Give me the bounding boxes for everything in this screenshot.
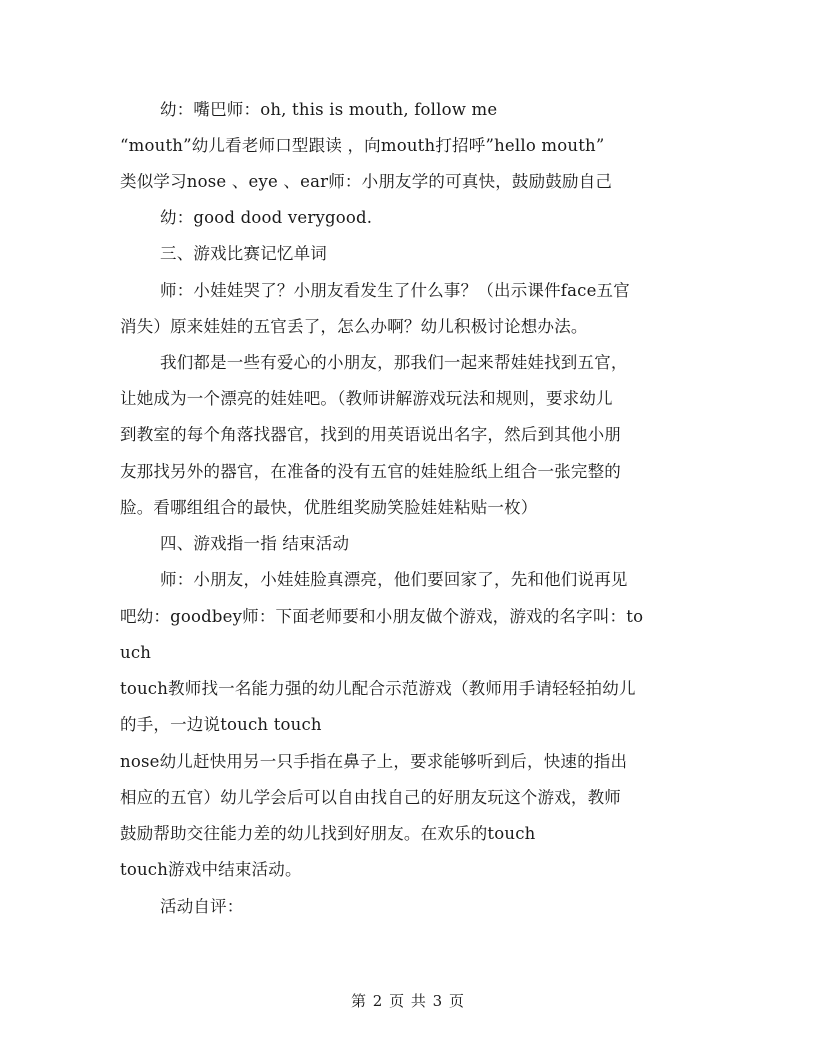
text-line: 吧幼：goodbey师：下面老师要和小朋友做个游戏，游戏的名字叫：to — [120, 607, 644, 626]
text-line: nose幼儿赶快用另一只手指在鼻子上，要求能够听到后，快速的指出 — [120, 752, 628, 771]
text-line: 师：小娃娃哭了？小朋友看发生了什么事？（出示课件face五官 — [160, 281, 630, 300]
text-line: 的手，一边说touch touch — [120, 715, 322, 734]
page-number-footer: 第 2 页 共 3 页 — [351, 992, 465, 1010]
section-heading: 活动自评： — [160, 897, 244, 916]
text-line: 师：小朋友，小娃娃脸真漂亮，他们要回家了，先和他们说再见 — [160, 570, 628, 589]
text-line: 类似学习nose 、eye 、ear师：小朋友学的可真快，鼓励鼓励自己 — [120, 172, 613, 191]
text-line: 让她成为一个漂亮的娃娃吧。（教师讲解游戏玩法和规则，要求幼儿 — [120, 389, 613, 408]
text-line: 相应的五官）幼儿学会后可以自由找自己的好朋友玩这个游戏，教师 — [120, 788, 621, 807]
text-line: 脸。看哪组组合的最快，优胜组奖励笑脸娃娃粘贴一枚） — [120, 498, 538, 517]
text-line: touch教师找一名能力强的幼儿配合示范游戏（教师用手请轻轻拍幼儿 — [120, 679, 636, 698]
text-line: touch游戏中结束活动。 — [120, 860, 302, 879]
text-line: uch — [120, 643, 152, 662]
text-line: 幼：嘴巴师：oh, this is mouth, follow me — [160, 100, 498, 119]
text-line: 到教室的每个角落找器官，找到的用英语说出名字，然后到其他小朋 — [120, 425, 621, 444]
section-heading: 三、游戏比赛记忆单词 — [160, 244, 327, 263]
text-line: “mouth”幼儿看老师口型跟读 ，向mouth打招呼”hello mouth” — [120, 136, 605, 155]
text-line: 友那找另外的器官，在准备的没有五官的娃娃脸纸上组合一张完整的 — [120, 462, 621, 481]
text-line: 我们都是一些有爱心的小朋友，那我们一起来帮娃娃找到五官， — [160, 353, 628, 372]
section-heading: 四、游戏指一指 结束活动 — [160, 534, 350, 553]
text-line: 鼓励帮助交往能力差的幼儿找到好朋友。在欢乐的touch — [120, 824, 536, 843]
text-line: 消失）原来娃娃的五官丢了，怎么办啊？幼儿积极讨论想办法。 — [120, 317, 588, 336]
text-line: 幼：good dood verygood. — [160, 208, 373, 227]
